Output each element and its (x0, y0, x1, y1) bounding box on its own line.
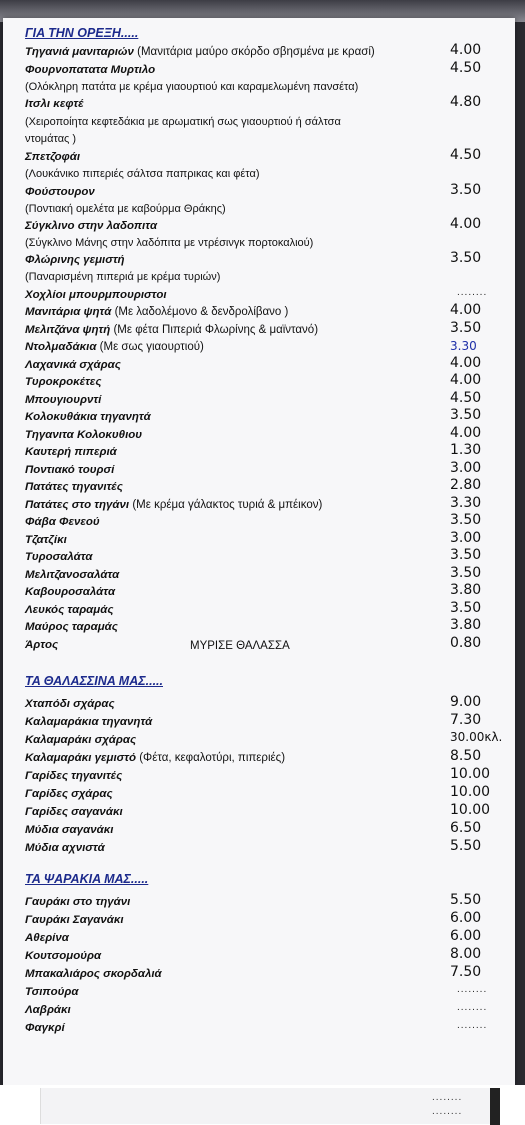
menu-item (25, 530, 515, 552)
item-price: 4.50 (450, 147, 482, 163)
item-name: Λαβράκι (25, 1004, 71, 1016)
item-name: Τυροσαλάτα (25, 551, 93, 563)
item-name: Τυροκροκέτες (25, 376, 102, 388)
item-price: 5.50 (450, 838, 482, 854)
item-name: Φλώρινης γεμιστή (25, 254, 125, 266)
item-name: Μελιτζάνα ψητή (Με φέτα Πιπεριά Φλωρίνης & μαϊντανό) (25, 324, 319, 336)
item-name: Φαγκρί (25, 1022, 65, 1034)
menu-item (25, 694, 515, 716)
item-name: Χταπόδι σχάρας (25, 698, 115, 710)
menu-item (25, 964, 515, 986)
price-placeholder: ........ (457, 287, 488, 298)
menu-item (25, 320, 515, 342)
price-placeholder: ........ (457, 984, 488, 995)
item-price: 7.50 (450, 964, 482, 980)
menu-item (25, 42, 515, 64)
item-name: Γαυράκι Σαγανάκι (25, 914, 124, 926)
menu-item (25, 892, 515, 914)
item-price: 10.00 (450, 802, 491, 818)
item-name: Λαχανικά σχάρας (25, 359, 121, 371)
item-name: Φούστουρον (25, 186, 95, 198)
item-price: 8.50 (450, 748, 482, 764)
item-name: Τηγανιτα Κολοκυθιου (25, 429, 143, 441)
item-price: 3.30 (450, 495, 482, 511)
item-description: (Ολόκληρη πατάτα με κρέμα γιαουρτιού και καραμελωμένη πανσέτα) (25, 81, 359, 93)
menu-item (25, 460, 515, 482)
menu-item (25, 302, 515, 324)
menu-item (25, 784, 515, 806)
item-name: Μπακαλιάρος σκορδαλιά (25, 968, 162, 980)
item-price: 2.80 (450, 477, 482, 493)
item-name: Γαρίδες τηγανιτές (25, 770, 123, 782)
section-heading-seafood: ΤΑ ΘΑΛΑΣΣΙΝΑ ΜΑΣ..... (25, 674, 163, 688)
item-price: 3.00 (450, 460, 482, 476)
item-price: 3.30 (450, 339, 477, 353)
item-description: (Λουκάνικο πιπεριές σάλτσα παπρικας και φέτα) (25, 168, 260, 180)
item-description: (Σύγκλινο Μάνης στην λαδόπιτα με ντρέσινγκ πορτοκαλιού) (25, 237, 314, 249)
menu-item (25, 355, 515, 377)
item-price: 9.00 (450, 694, 482, 710)
item-name: Πατάτες στο τηγάνι (Με κρέμα γάλακτος τυριά & μπέικον) (25, 499, 323, 511)
item-name: Μπουγιουρντί (25, 394, 102, 406)
item-price: 3.80 (450, 617, 482, 633)
item-price: 4.00 (450, 425, 482, 441)
item-name: Γαυράκι στο τηγάνι (25, 896, 131, 908)
menu-item (25, 1022, 515, 1040)
item-price: 7.30 (450, 712, 482, 728)
item-price: 10.00 (450, 784, 491, 800)
item-name: Γαρίδες σαγανάκι (25, 806, 123, 818)
item-name: Άρτος (25, 639, 59, 651)
item-name: Μελιτζανοσαλάτα (25, 569, 120, 581)
item-name: Ιτσλι κεφτέ (25, 98, 84, 110)
menu-item (25, 712, 515, 734)
item-price: 4.00 (450, 372, 482, 388)
menu-item (25, 407, 515, 429)
item-price: 3.50 (450, 182, 482, 198)
menu-item (25, 60, 515, 82)
price-placeholder: ........ (432, 1106, 463, 1117)
item-price: 3.50 (450, 250, 482, 266)
item-name: Χοχλίοι μπουρμπουριστοι (25, 289, 167, 301)
item-price: 4.80 (450, 94, 482, 110)
item-price: 5.50 (450, 892, 482, 908)
menu-item (25, 289, 515, 307)
menu-item (25, 748, 515, 770)
item-price: 30.00κλ. (450, 730, 503, 744)
item-price: 6.00 (450, 928, 482, 944)
menu-item (25, 477, 515, 499)
menu-item (25, 766, 515, 788)
item-name: Μαύρος ταραμάς (25, 621, 118, 633)
menu-page (3, 18, 515, 1088)
slogan-label: ΜΥΡΙΣΕ ΘΑΛΑΣΣΑ (190, 640, 290, 652)
item-price: 4.00 (450, 302, 482, 318)
item-name: Μύδια αχνιστά (25, 842, 105, 854)
item-price: 4.50 (450, 390, 482, 406)
menu-item (25, 250, 515, 272)
item-name: Καλαμαράκι σχάρας (25, 734, 137, 746)
menu-item (25, 565, 515, 587)
item-price: 4.00 (450, 216, 482, 232)
item-name: Φάβα Φενεού (25, 516, 100, 528)
menu-item (25, 547, 515, 569)
section-heading-fish: ΤΑ ΨΑΡΑΚΙΑ ΜΑΣ..... (25, 872, 149, 886)
item-price: 10.00 (450, 766, 491, 782)
item-name: Μανιτάρια ψητά (Με λαδολέμονο & δενδρολίβανο ) (25, 306, 289, 318)
item-description: (Χειροποίητα κεφτεδάκια με αρωματική σως γιαουρτιού ή σάλτσα (25, 116, 341, 128)
menu-item (25, 94, 515, 116)
item-price: 6.00 (450, 910, 482, 926)
item-name: Τζατζίκι (25, 534, 67, 546)
menu-item (25, 512, 515, 534)
item-name: Φουρνοπατατα Μυρτιλο (25, 64, 156, 76)
menu-item (25, 1004, 515, 1022)
menu-item (25, 495, 515, 517)
menu-item (25, 425, 515, 447)
item-name: Καυτερή πιπεριά (25, 446, 117, 458)
item-name: Μύδια σαγανάκι (25, 824, 114, 836)
item-name: Τσιπούρα (25, 986, 79, 998)
section-heading-appetizers: ΓΙΑ ΤΗΝ ΟΡΕΞΗ..... (25, 26, 139, 40)
item-price: 3.50 (450, 320, 482, 336)
item-name: Πατάτες τηγανιτές (25, 481, 123, 493)
item-price: 3.50 (450, 565, 482, 581)
menu-item (25, 147, 515, 169)
item-name: Καλαμαράκι γεμιστό (Φέτα, κεφαλοτύρι, πιπεριές) (25, 752, 286, 764)
item-price: 3.80 (450, 582, 482, 598)
item-price: 6.50 (450, 820, 482, 836)
item-price: 4.00 (450, 42, 482, 58)
menu-item (25, 838, 515, 860)
menu-item (25, 582, 515, 604)
item-name: Αθερίνα (25, 932, 69, 944)
price-placeholder: ........ (457, 1020, 488, 1031)
menu-item (25, 617, 515, 639)
item-description: (Ποντιακή ομελέτα με καβούρμα Θράκης) (25, 203, 226, 215)
menu-item (25, 928, 515, 950)
item-name: Καλαμαράκια τηγανητά (25, 716, 153, 728)
item-name: Ντολμαδάκια (Με σως γιαουρτιού) (25, 341, 204, 353)
item-name: Γαρίδες σχάρας (25, 788, 113, 800)
menu-item (25, 820, 515, 842)
menu-item (25, 182, 515, 204)
item-price: 1.30 (450, 442, 482, 458)
next-page-edge (40, 1088, 491, 1124)
item-name: Σπετζοφάι (25, 151, 81, 163)
menu-item (25, 910, 515, 932)
item-price: 3.50 (450, 407, 482, 423)
item-price: 4.00 (450, 355, 482, 371)
menu-item (25, 635, 515, 657)
item-price: 3.50 (450, 512, 482, 528)
item-name: Τηγανιά μανιταριών (Μανιτάρια μαύρο σκόρδο σβησμένα με κρασί) (25, 46, 375, 58)
item-price: 3.50 (450, 600, 482, 616)
item-price: 4.50 (450, 60, 482, 76)
item-price: 3.50 (450, 547, 482, 563)
item-name: Λευκός ταραμάς (25, 604, 114, 616)
menu-item (25, 390, 515, 412)
menu-item (25, 986, 515, 1004)
item-description: ντομάτας ) (25, 133, 77, 145)
item-price: 3.00 (450, 530, 482, 546)
menu-item (25, 372, 515, 394)
item-price: 8.00 (450, 946, 482, 962)
price-placeholder: ........ (432, 1092, 463, 1103)
menu-item (25, 341, 515, 359)
price-placeholder: ........ (457, 1002, 488, 1013)
item-name: Καβουροσαλάτα (25, 586, 116, 598)
menu-item (25, 600, 515, 622)
item-name: Ποντιακό τουρσί (25, 464, 115, 476)
menu-item (25, 802, 515, 824)
binding-edge (490, 1088, 500, 1125)
item-price: 0.80 (450, 635, 482, 651)
menu-item (25, 946, 515, 968)
item-description: (Παναρισμένη πιπεριά με κρέμα τυριών) (25, 271, 221, 283)
item-name: Κολοκυθάκια τηγανητά (25, 411, 151, 423)
menu-item (25, 216, 515, 238)
menu-item (25, 730, 515, 752)
menu-item (25, 442, 515, 464)
item-name: Κουτσομούρα (25, 950, 102, 962)
item-name: Σύγκλινο στην λαδοπιτα (25, 220, 158, 232)
